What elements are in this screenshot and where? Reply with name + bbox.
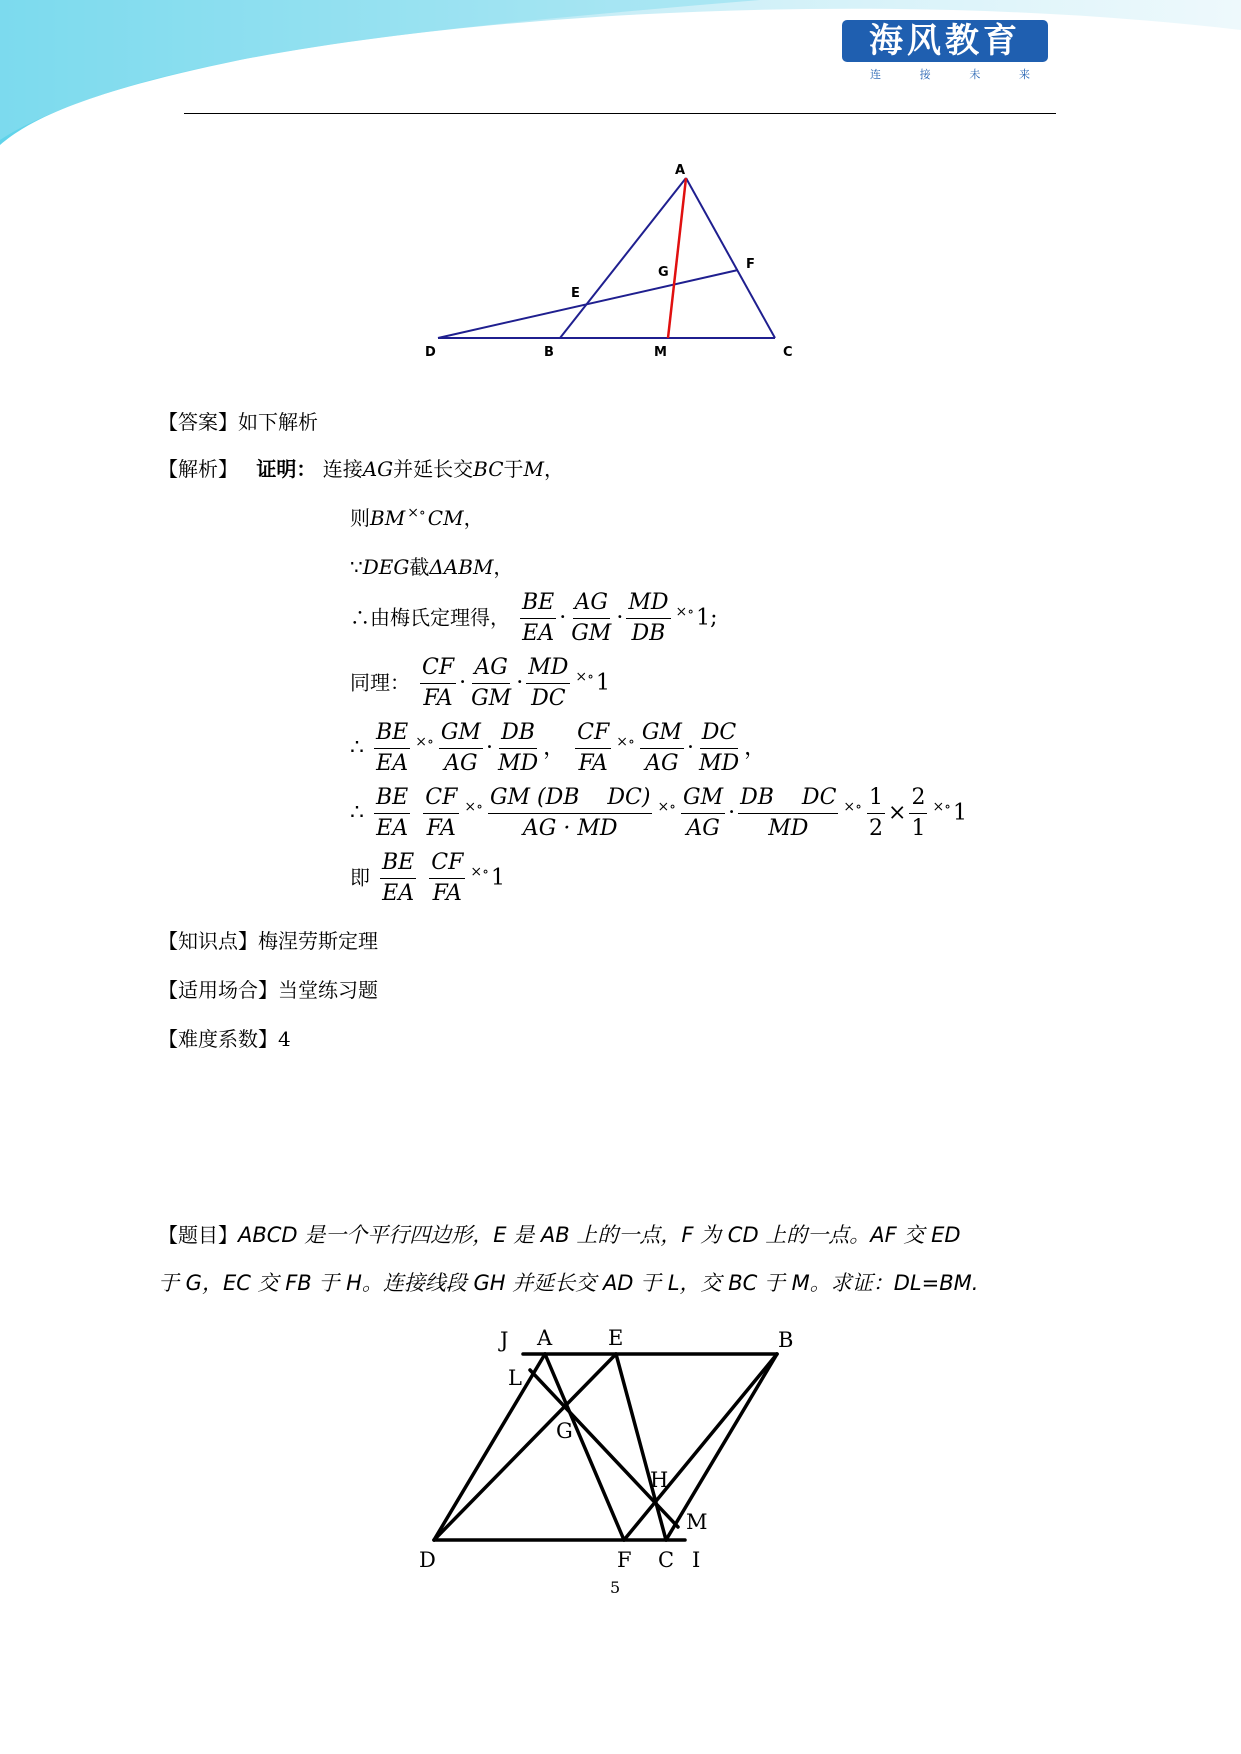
line-ac [686,178,775,338]
line-de [434,1354,616,1540]
logo: 海风教育 [842,20,1048,62]
page-number: 5 [610,1578,621,1597]
label-j: J [500,1328,509,1352]
analysis-line1: 【解析】 证明： 连接AG并延长交BC于M， [158,457,564,481]
label-e: E [571,286,580,301]
logo-tagline: 连 接 未 来 [870,68,1030,81]
analysis-line4: ∴由梅氏定理得， $\frac{BE}{EA}$ · $\frac{AG}{GM}$ · $\frac{MD}{DB}$ ×∘1; [350,590,718,646]
label-l: L [508,1366,522,1390]
analysis-line3: ∵DEG截ΔABM， [350,555,514,579]
line-am [668,178,686,338]
label-f: F [746,257,755,272]
label-b: B [544,345,554,360]
knowledge-line: 【知识点】梅涅劳斯定理 [158,929,378,953]
occasion-line: 【适用场合】当堂练习题 [158,978,378,1002]
label-c: C [783,345,793,360]
label-i: I [692,1548,701,1572]
analysis-line5: 同理： $\frac{CF}{FA}$ · $\frac{AG}{GM}$ · $\frac{MD}{DC}$ ×∘1 [350,655,610,711]
line-df [438,270,738,338]
line-af [545,1354,624,1540]
question-line1: 【题目】ABCD 是一个平行四边形，E 是 AB 上的一点，F 为 CD 上的一点。AF 交 ED [158,1223,961,1247]
header-wave [0,0,1241,150]
label-e2: E [608,1326,624,1350]
label-g: G [658,265,669,280]
line-ec [616,1354,669,1540]
header-rule [184,113,1056,114]
label-a2: A [537,1326,553,1350]
line-da [434,1354,545,1540]
figure-parallelogram [410,1322,810,1572]
analysis-line7: ∴ $\frac{BE}{EA}$ $\frac{CF}{FA}$ ×∘ $\frac{\text{GM (DB DC)}}{AG \cdot MD}$ ×∘ $\frac{GM}{AG}$ · $\frac{\text{DB DC}}{MD}$ ×∘ $\frac{1}{2}$ × $\frac{2}{1}$ ×∘1 [350,785,968,841]
line-bc [666,1354,777,1540]
analysis-line2: 则BM ×∘ CM， [350,505,484,530]
label-c2: C [658,1548,675,1572]
label-m: M [654,345,667,360]
line-lm [530,1370,678,1527]
label-g2: G [556,1419,573,1443]
label-d2: D [419,1548,436,1572]
label-b2: B [778,1328,794,1352]
difficulty-line: 【难度系数】4 [158,1027,291,1051]
label-h: H [650,1468,669,1492]
question-line2: 于 G，EC 交 FB 于 H。连接线段 GH 并延长交 AD 于 L，交 BC 于 M。求证：DL=BM. [158,1271,979,1295]
line-ab [560,178,686,338]
label-a: A [675,163,686,178]
label-m2: M [686,1510,708,1534]
label-f2: F [617,1548,632,1572]
label-d: D [425,345,436,360]
analysis-line6: ∴ $\frac{BE}{EA}$ ×∘ $\frac{GM}{AG}$ · $\frac{DB}{MD}$ ， $\frac{CF}{FA}$ ×∘ $\frac{GM}{AG}$ · $\frac{DC}{MD}$ ， [350,720,767,776]
analysis-line8: 即 $\frac{BE}{EA}$ $\frac{CF}{FA}$ ×∘1 [350,850,505,906]
answer-line: 【答案】如下解析 [158,410,318,434]
figure-triangle [420,160,810,365]
